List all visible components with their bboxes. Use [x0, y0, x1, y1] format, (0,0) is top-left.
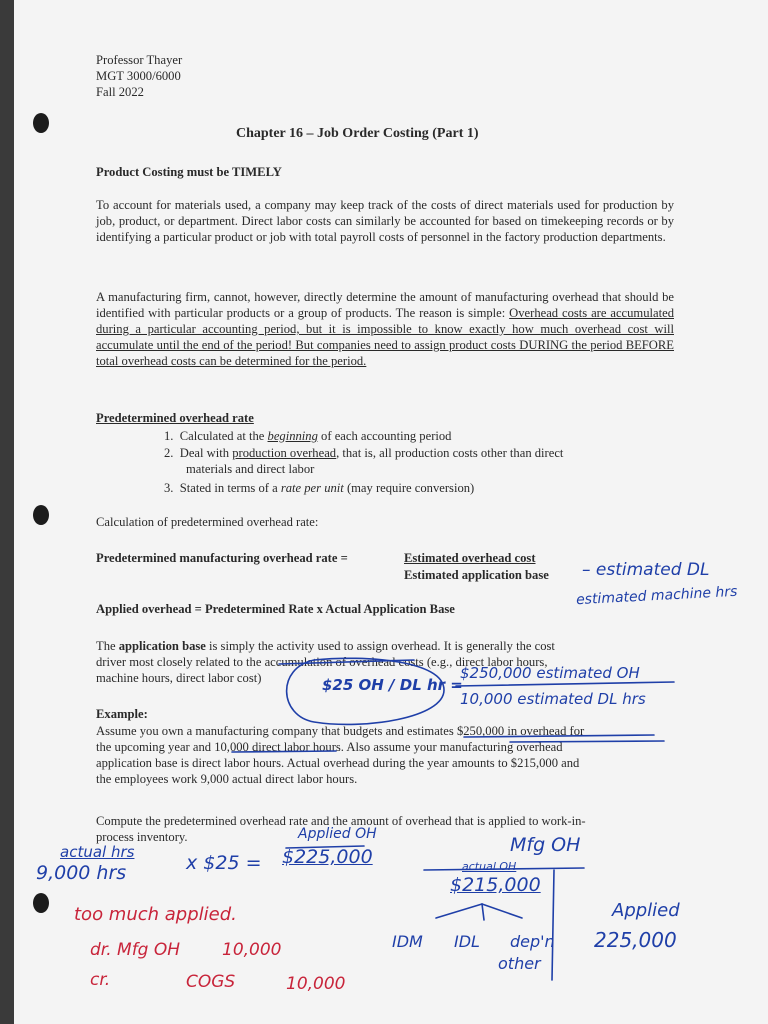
- hand-too-much-applied: too much applied.: [74, 904, 237, 925]
- hand-idl: IDL: [454, 932, 480, 951]
- split-right: [482, 904, 522, 918]
- hand-mfg-oh: Mfg OH: [510, 834, 581, 856]
- hand-depn: dep'n: [510, 932, 555, 951]
- hand-estimated-oh: $250,000 estimated OH: [460, 664, 640, 682]
- hand-rate: $25 OH / DL hr =: [322, 676, 463, 694]
- application-base-line1: The application base is simply the activity used to assign overhead. It is generally the cost: [96, 639, 555, 653]
- hand-estimated-dl: – estimated DL: [582, 560, 710, 580]
- professor-name: Professor Thayer: [96, 53, 183, 67]
- split-mid: [482, 904, 484, 920]
- hand-debit-amount: 10,000: [222, 940, 282, 960]
- example-line2: the upcoming year and 10,000 direct labor hours. Also assume your manufacturing overhead: [96, 740, 563, 754]
- hand-credit-entry: cr.: [90, 970, 111, 990]
- hand-actual-hrs-label: actual hrs: [60, 843, 135, 861]
- course-code: MGT 3000/6000: [96, 69, 181, 83]
- formula-label: Predetermined manufacturing overhead rate =: [96, 551, 348, 565]
- example-heading: Example:: [96, 707, 148, 721]
- hand-actual-oh-value: $215,000: [450, 874, 541, 896]
- t-account-stem: [552, 870, 554, 980]
- list-item: 1. Calculated at the beginning of each accounting period: [164, 429, 452, 443]
- paragraph-materials: To account for materials used, a company may keep track of the costs of direct materials used for production by job, product, or department. Direct labor costs can similarly be accounted for based on timekeeping records or by identifying a particular product or job with total payroll costs of personnel in the factory production departments.: [96, 198, 674, 244]
- list-item: materials and direct labor: [186, 462, 315, 476]
- example-line1: Assume you own a manufacturing company that budgets and estimates $250,000 in overhead for: [96, 724, 585, 738]
- applied-overhead-formula: Applied overhead = Predetermined Rate x Actual Application Base: [96, 602, 455, 616]
- list-item: 2. Deal with production overhead, that is, all production costs other than direct: [164, 446, 564, 460]
- hand-applied-label: Applied: [612, 900, 680, 921]
- formula-numerator: Estimated overhead cost: [404, 551, 536, 565]
- hand-credit-amount: 10,000: [286, 974, 346, 994]
- hand-actual-hrs: 9,000 hrs: [36, 862, 127, 884]
- rate-fraction-line: [456, 682, 674, 686]
- underline-overhead: [510, 741, 664, 742]
- hand-applied-value: $225,000: [282, 846, 373, 868]
- formula-denominator: Estimated application base: [404, 568, 549, 582]
- application-base-line2: driver most closely related to the accumulation of overhead costs (e.g., direct labor hours,: [96, 655, 548, 669]
- underline-dl-hours: [232, 751, 336, 752]
- page-title: Chapter 16 – Job Order Costing (Part 1): [236, 126, 479, 141]
- section-heading-timely: Product Costing must be TIMELY: [96, 165, 282, 179]
- course-term: Fall 2022: [96, 85, 144, 99]
- split-left: [436, 904, 482, 918]
- hand-times-rate: x $25 =: [186, 852, 262, 874]
- ink-strokes: [14, 0, 768, 1024]
- question-line1: Compute the predetermined overhead rate and the amount of overhead that is applied to work-in-: [96, 814, 586, 828]
- document-page: [14, 0, 768, 1024]
- hand-idm: IDM: [392, 932, 423, 951]
- question-line2: process inventory.: [96, 830, 188, 844]
- hand-debit-entry: dr. Mfg OH: [90, 940, 181, 960]
- paragraph-overhead-intro: A manufacturing firm, cannot, however, directly determine the amount of manufacturing overhead that should be identified with particular products or a group of products. The reason is simple:: [96, 290, 674, 320]
- paragraph-overhead-underlined: Overhead costs are accumulated during a particular accounting period, but it is impossible to know exactly how much overhead cost will accumulate until the end of the period! But companies need to assign product costs DURING the period BEFORE total overhead costs can be determined for the period.: [96, 306, 674, 368]
- pohr-heading: Predetermined overhead rate: [96, 411, 254, 425]
- hand-credit-account: COGS: [186, 972, 236, 992]
- hand-estimated-machine-hrs: estimated machine hrs: [575, 583, 738, 609]
- example-line3: application base is direct labor hours. Actual overhead during the year amounts to $215,000 and: [96, 756, 580, 770]
- example-line4: the employees work 9,000 actual direct labor hours.: [96, 772, 358, 786]
- application-base-line3: machine hours, direct labor cost): [96, 671, 262, 685]
- hand-estimated-dl-hrs: 10,000 estimated DL hrs: [460, 690, 646, 708]
- hand-applied-oh-label: Applied OH: [298, 826, 377, 842]
- hand-other: other: [498, 954, 541, 973]
- calc-label: Calculation of predetermined overhead rate:: [96, 515, 319, 529]
- hand-applied-taccount: 225,000: [594, 928, 677, 952]
- list-item: 3. Stated in terms of a rate per unit (may require conversion): [164, 481, 475, 495]
- underline-estimates: [464, 735, 654, 737]
- hand-actual-oh-label: actual OH: [462, 860, 517, 873]
